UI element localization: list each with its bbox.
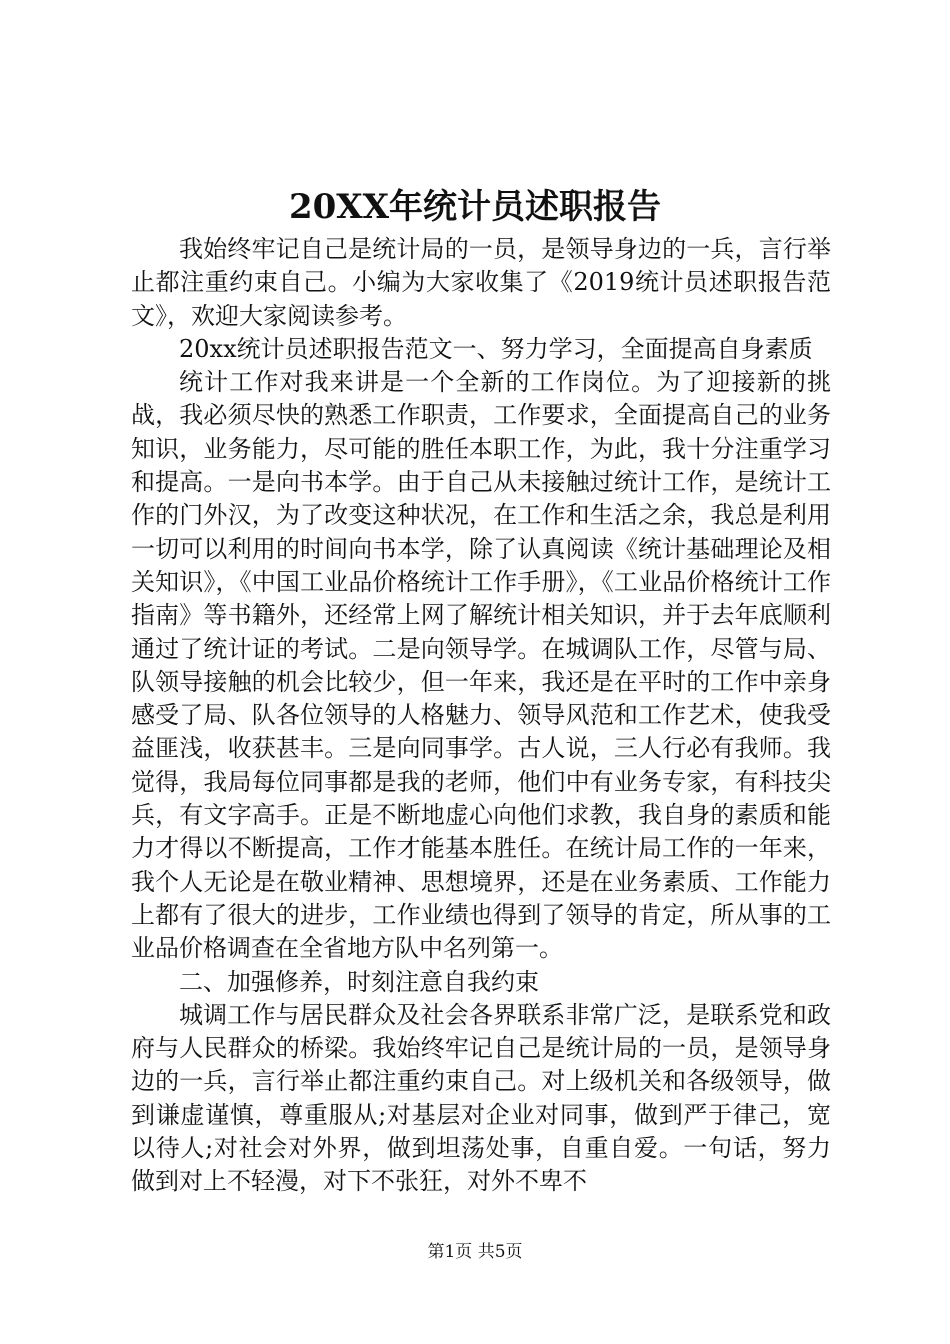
paragraph-study: 统计工作对我来讲是一个全新的工作岗位。为了迎接新的挑战，我必须尽快的熟悉工作职责，工作要求，全面提高自己的业务知识，业务能力，尽可能的胜任本职工作，为此，我十分注重学习和提高。一是向书本学。由于自己从未接触过统计工作，是统计工作的门外汉，为了改变这种状况，在工作和生活之余，我总是利用一切可以利用的时间向书本学，除了认真阅读《统计基础理论及相关知识》，《中国工业品价格统计工作手册》，《工业品价格统计工作指南》等书籍外，还经常上网了解统计相关知识，并于去年底顺利通过了统计证的考试。二是向领导学。在城调队工作，尽管与局、队领导接触的机会比较少，但一年来，我还是在平时的工作中亲身感受了局、队各位领导的人格魅力、领导风范和工作艺术，使我受益匪浅，收获甚丰。三是向同事学。古人说，三人行必有我师。我觉得，我局每位同事都是我的老师，他们中有业务专家，有科技尖兵，有文字高手。正是不断地虚心向他们求教，我自身的素质和能力才得以不断提高，工作才能基本胜任。在统计局工作的一年来，我个人无论是在敬业精神、思想境界，还是在业务素质、工作能力上都有了很大的进步，工作业绩也得到了领导的肯定，所从事的工业品价格调查在全省地方队中名列第一。	[131, 368, 831, 963]
page-footer: 第1页 共5页	[427, 1242, 523, 1262]
document-body	[131, 233, 831, 1199]
paragraph-section-two-heading: 二、加强修养，时刻注意自我约束	[179, 967, 539, 996]
paragraph-self-discipline: 城调工作与居民群众及社会各界联系非常广泛，是联系党和政府与人民群众的桥梁。我始终牢记自己是统计局的一员，是领导身边的一兵，言行举止都注重约束自己。对上级机关和各级领导，做到谦虚谨慎，尊重服从;对基层对企业对同事，做到严于律己，宽以待人;对社会对外界，做到坦荡处事，自重自爱。一句话，努力做到对上不轻漫，对下不张狂，对外不卑不	[131, 1000, 831, 1196]
document-title: 20XX年统计员述职报告	[288, 187, 662, 227]
paragraph-intro: 我始终牢记自己是统计局的一员，是领导身边的一兵，言行举止都注重约束自己。小编为大家收集了《2019统计员述职报告范文》，欢迎大家阅读参考。	[131, 235, 831, 330]
paragraph-section-one-heading: 20xx统计员述职报告范文一、努力学习，全面提高自身素质	[179, 334, 813, 363]
